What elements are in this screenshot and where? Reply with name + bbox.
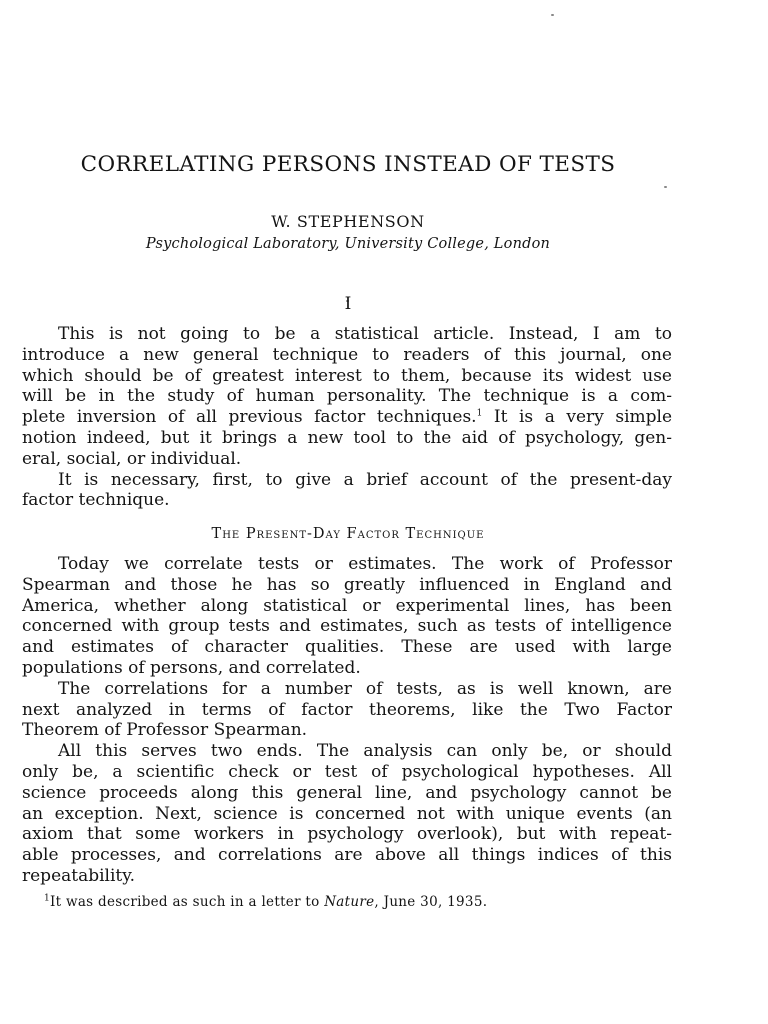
text-line: an exception. Next, science is concerned not with unique events (an — [22, 803, 672, 824]
footnote — [44, 894, 604, 910]
text-line: factor technique. — [22, 490, 170, 511]
footnote-text: It was described as such in a letter to — [50, 894, 325, 910]
text-line: axiom that some workers in psychology overlook), but with repeat- — [22, 824, 672, 845]
text-line: able processes, and correlations are above all things indices of this — [22, 845, 672, 866]
text-line: next analyzed in terms of factor theorems, like the Two Factor — [22, 699, 672, 720]
text-line: eral, social, or individual. — [22, 448, 242, 469]
scan-speck — [551, 14, 554, 16]
text-line: Theorem of Professor Spearman. — [22, 720, 308, 741]
footnote-journal: Nature — [324, 894, 375, 910]
text-line: populations of persons, and correlated. — [22, 657, 361, 678]
text-line: All this serves two ends. The analysis can only be, or should — [58, 741, 672, 762]
footnote-marker: 1 — [44, 893, 51, 904]
footnote-text: , June 30, 1935. — [374, 894, 488, 910]
text-span: plete inversion of all previous factor techniques. — [22, 407, 477, 428]
text-line: science proceeds along this general line, and psychology cannot be — [22, 782, 672, 803]
intro-paragraph — [22, 324, 672, 511]
author-affiliation: Psychological Laboratory, University College, London — [145, 236, 551, 252]
text-line: The correlations for a number of tests, as is well known, are — [58, 678, 672, 699]
article-title: CORRELATING PERSONS INSTEAD OF TESTS — [80, 152, 616, 177]
text-line — [22, 407, 672, 428]
text-span: It is a very simple — [493, 407, 673, 428]
footnote-ref: 1 — [476, 408, 483, 419]
text-line: will be in the study of human personality. The technique is a com- — [22, 386, 672, 407]
scan-speck — [664, 186, 667, 188]
body-text — [22, 554, 672, 887]
text-line: and estimates of character qualities. These are used with large — [22, 637, 672, 658]
text-line: which should be of greatest interest to them, because its widest use — [22, 365, 672, 386]
text-line: It is necessary, first, to give a brief account of the present-day — [58, 469, 672, 490]
text-line: This is not going to be a statistical article. Instead, I am to — [58, 324, 672, 344]
text-line: Today we correlate tests or estimates. The work of Professor — [58, 554, 672, 574]
subsection-heading: The Present-Day Factor Technique — [211, 526, 485, 542]
author-name: W. STEPHENSON — [271, 212, 425, 231]
text-line: concerned with group tests and estimates, such as tests of intelligence — [22, 616, 672, 637]
text-line: notion indeed, but it brings a new tool to the aid of psychology, gen- — [22, 427, 672, 448]
text-line: Spearman and those he has so greatly influenced in England and — [22, 574, 672, 595]
text-line: repeatability. — [22, 865, 136, 886]
text-line: America, whether along statistical or experimental lines, has been — [22, 595, 672, 616]
section-number: I — [344, 294, 352, 314]
text-line: introduce a new general technique to readers of this journal, one — [22, 344, 672, 365]
text-line: only be, a scientific check or test of psychological hypotheses. All — [22, 761, 672, 782]
